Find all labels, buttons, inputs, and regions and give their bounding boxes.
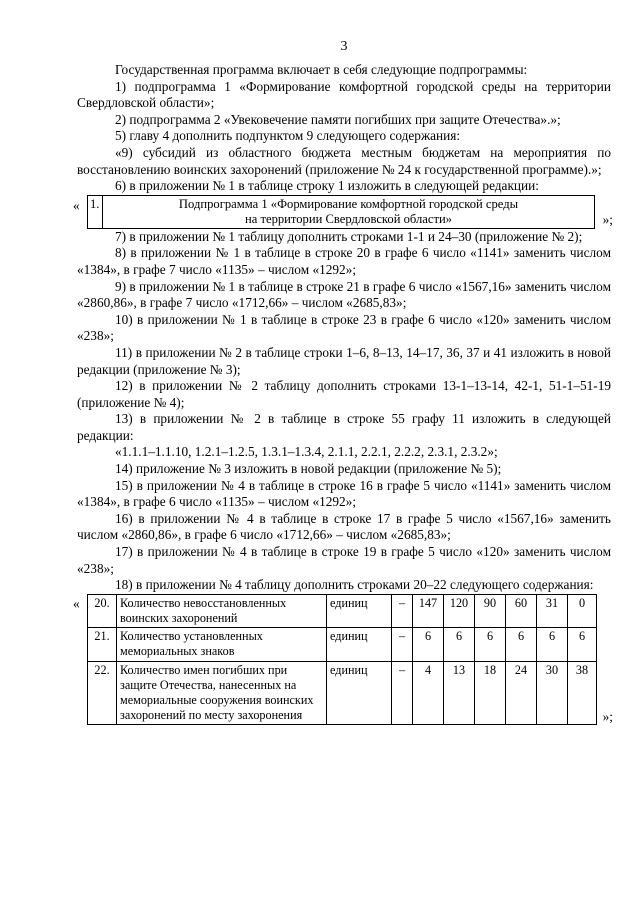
page-number: 3 <box>340 39 348 54</box>
table1-close-quote: »; <box>602 211 613 227</box>
year-value: 60 <box>506 594 537 627</box>
year-value: 6 <box>413 628 444 661</box>
paragraph-item-14: 14) приложение № 3 изложить в новой редакции (приложение № 5); <box>115 461 502 477</box>
paragraph-intro: Государственная программа включает в себя следующие подпрограммы: <box>115 62 528 77</box>
paragraph-item-13: 13) в приложении № 2 в таблице в строке 55 графу 11 изложить в следующей редакции: <box>77 411 611 443</box>
paragraph-item-15: 15) в приложении № 4 в таблице в строке 16 в графе 5 число «1141» заменить числом «1384», в графе 6 число «1135» – числом «1292»; <box>77 477 611 510</box>
table1-text <box>103 195 595 228</box>
table2 <box>87 594 597 726</box>
paragraph-item-11: 11) в приложении № 2 в таблице строки 1–6, 8–13, 14–17, 36, 37 и 41 изложить в новой редакции (приложение № 3); <box>77 344 611 377</box>
table2-open-quote: « <box>73 595 80 611</box>
table1 <box>87 195 595 229</box>
year-value: 6 <box>475 628 506 661</box>
year-value: 0 <box>568 594 597 627</box>
paragraph-item-18: 18) в приложении № 4 таблицу дополнить строками 20–22 следующего содержания: <box>115 577 594 593</box>
table-row <box>88 661 597 725</box>
document-page <box>73 39 613 725</box>
year-value: 18 <box>475 661 506 725</box>
unit: единиц <box>327 594 392 627</box>
paragraph-subprogram-2: 2) подпрограмма 2 «Увековечение памяти погибших при защите Отечества».»; <box>115 111 561 127</box>
row-number: 22. <box>88 661 117 725</box>
table1-open-quote: « <box>73 197 80 213</box>
table1-text-line2: на территории Свердловской области» <box>245 211 452 226</box>
paragraph-item-6: 6) в приложении № 1 в таблице строку 1 изложить в следующей редакции: <box>115 178 539 194</box>
base-value: – <box>392 661 413 725</box>
year-value: 90 <box>475 594 506 627</box>
table2-wrapper <box>73 594 613 726</box>
indicator-name: Количество невосстановленных воинских захоронений <box>117 594 327 627</box>
paragraph-item-9: 9) в приложении № 1 в таблице в строке 21 в графе 6 число «1567,16» заменить числом «2860,86», в графе 7 число «1712,66» – числом «2685,83»; <box>77 278 611 311</box>
indicator-name: Количество имен погибших при защите Отечества, нанесенных на мемориальные сооружения воинских захоронений по месту захоронения <box>117 661 327 725</box>
paragraph-item-9-quote: «9) субсидий из областного бюджета местным бюджетам на мероприятия по восстановлению воинских захоронений (приложение № 24 к государственной программе).»; <box>77 144 611 177</box>
paragraph-item-8: 8) в приложении № 1 в таблице в строке 20 в графе 6 число «1141» заменить числом «1384», в графе 7 число «1135» – числом «1292»; <box>77 245 611 277</box>
table1-text-line1: Подпрограмма 1 «Формирование комфортной городской среды <box>178 196 519 211</box>
year-value: 147 <box>413 594 444 627</box>
year-value: 6 <box>568 628 597 661</box>
year-value: 24 <box>506 661 537 725</box>
row-number: 21. <box>88 628 117 661</box>
table-row <box>88 195 595 228</box>
year-value: 6 <box>506 628 537 661</box>
base-value: – <box>392 594 413 627</box>
year-value: 31 <box>537 594 568 627</box>
year-value: 30 <box>537 661 568 725</box>
table1-num: 1. <box>88 195 103 228</box>
paragraph-item-13-quote: «1.1.1–1.1.10, 1.2.1–1.2.5, 1.3.1–1.3.4, 2.1.1, 2.2.1, 2.2.2, 2.3.1, 2.3.2»; <box>115 444 498 460</box>
base-value: – <box>392 628 413 661</box>
table1-wrapper <box>73 195 613 229</box>
unit: единиц <box>327 628 392 661</box>
paragraph-item-12: 12) в приложении № 2 таблицу дополнить строками 13-1–13-14, 42-1, 51-1–51-19 (приложение № 4); <box>77 378 611 410</box>
row-number: 20. <box>88 594 117 627</box>
year-value: 13 <box>444 661 475 725</box>
paragraph-item-17: 17) в приложении № 4 в таблице в строке 19 в графе 5 число «120» заменить числом «238»; <box>77 544 611 576</box>
paragraph-item-10: 10) в приложении № 1 в таблице в строке 23 в графе 6 число «120» заменить числом «238»; <box>77 311 611 344</box>
table-row <box>88 594 597 627</box>
table-row <box>88 628 597 661</box>
year-value: 120 <box>444 594 475 627</box>
unit: единиц <box>327 661 392 725</box>
paragraph-item-5: 5) главу 4 дополнить подпунктом 9 следующего содержания: <box>115 128 461 144</box>
table2-close-quote: »; <box>602 709 613 725</box>
year-value: 38 <box>568 661 597 725</box>
year-value: 4 <box>413 661 444 725</box>
year-value: 6 <box>444 628 475 661</box>
paragraph-item-7: 7) в приложении № 1 таблицу дополнить строками 1-1 и 24–30 (приложение № 2); <box>115 228 583 244</box>
paragraph-item-16: 16) в приложении № 4 в таблице в строке 17 в графе 5 число «1567,16» заменить числом «2860,86», в графе 6 число «1712,66» – числом «2685,83»; <box>77 510 611 543</box>
indicator-name: Количество установленных мемориальных знаков <box>117 628 327 661</box>
year-value: 6 <box>537 628 568 661</box>
paragraph-subprogram-1: 1) подпрограмма 1 «Формирование комфортной городской среды на территории Свердловской области»; <box>77 78 611 111</box>
